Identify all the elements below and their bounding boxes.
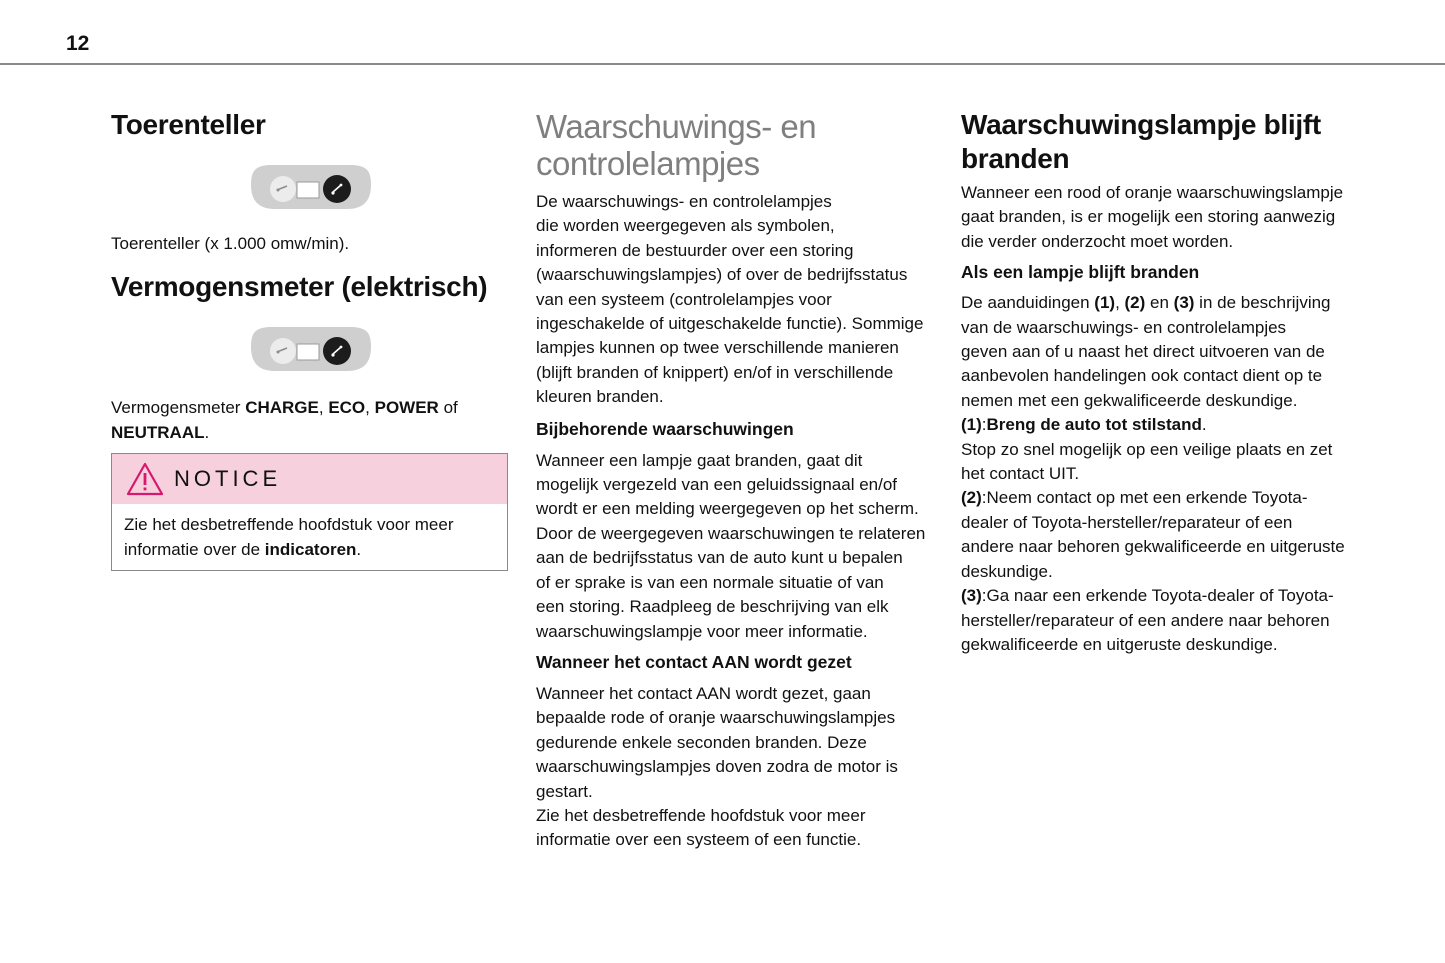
indications-paragraph: De aanduidingen (1), (2) en (3) in de beschrijving van de waarschuwings- en controlelampjes geven aan of u naast het direct uitvoeren van de aanbevolen handelingen ook contact dient op te nemen met een gekwalificeerde deskundige. (1):Breng de auto tot stilstand. Stop zo snel mogelijk op een veilige plaats en zet het contact UIT. (2):Neem contact op met een erkende Toyota- dealer of Toyota-hersteller/reparateur of een andere naar behoren gekwalificeerde en uitgeruste deskundige. (3):Ga naar een erkende Toyota-dealer of Toyota- hersteller/reparateur of een andere naar behoren gekwalificeerde en uitgeruste deskundige.: [961, 293, 1345, 654]
tachometer-gauge-icon: [249, 162, 373, 212]
column-warning-lamps: [536, 108, 936, 853]
subheading-bijbehorende-waarschuwingen: Bijbehorende waarschuwingen: [536, 418, 794, 439]
column-lamp-stays-on: [961, 108, 1361, 657]
title-waarschuwingslampje-blijft-branden: Waarschuwingslampje blijft branden: [961, 109, 1321, 174]
power-meter-caption: Vermogensmeter CHARGE, ECO, POWER of NEUTRAAL.: [111, 398, 458, 442]
contact-on-paragraph: Wanneer het contact AAN wordt gezet, gaan bepaalde rode of oranje waarschuwingslampjes gedurende enkele seconden branden. Deze waarschuwingslampjes doven zodra de motor is gestart. Zie het desbetreffende hoofdstuk voor meer informatie over een systeem of een functie.: [536, 683, 898, 850]
related-warnings-paragraph: Wanneer een lampje gaat branden, gaat dit mogelijk vergezeld van een geluidssignaal en/of wordt er een melding weergegeven op het scherm. Door de weergegeven waarschuwingen te relateren aan de bedrijfsstatus van de auto kunt u bepalen of er sprake is van een normale situatie of van een storing. Raadpleeg de beschrijving van elk waarschuwingslampje voor meer informatie.: [536, 450, 926, 641]
power-meter-figure: [111, 324, 511, 374]
notice-box: [111, 453, 508, 571]
column-tachometer: [111, 108, 511, 571]
header-divider: [0, 63, 1445, 65]
tachometer-figure: [111, 162, 511, 212]
title-waarschuwings-controlelampjes: Waarschuwings- en controlelampjes: [536, 108, 817, 182]
notice-title: NOTICE: [174, 466, 282, 492]
notice-header: [112, 454, 507, 504]
subheading-als-lampje-blijft-branden: Als een lampje blijft branden: [961, 262, 1200, 283]
notice-body: Zie het desbetreffende hoofdstuk voor meer informatie over de indicatoren.: [124, 515, 454, 559]
subheading-contact-aan: Wanneer het contact AAN wordt gezet: [536, 651, 852, 672]
page-number: 12: [66, 32, 90, 55]
power-meter-gauge-icon: [249, 324, 373, 374]
warning-triangle-icon: [126, 462, 164, 496]
lamp-intro-paragraph: Wanneer een rood of oranje waarschuwingslampje gaat branden, is er mogelijk een storing aanwezig die verder onderzocht moet worden.: [961, 183, 1344, 251]
intro-paragraph: De waarschuwings- en controlelampjes die worden weergegeven als symbolen, informeren de bestuurder over een storing (waarschuwingslampjes) of over de bedrijfsstatus van een systeem (controlelampjes voor ingeschakelde of uitgeschakelde functie). Sommige lampjes kunnen op twee verschillende manieren (blijft branden of knippert) en/of in verschillende kleuren branden.: [536, 192, 924, 407]
tachometer-caption: Toerenteller (x 1.000 omw/min).: [111, 234, 350, 253]
heading-vermogensmeter: Vermogensmeter (elektrisch): [111, 271, 488, 303]
heading-toerenteller: Toerenteller: [111, 109, 266, 140]
